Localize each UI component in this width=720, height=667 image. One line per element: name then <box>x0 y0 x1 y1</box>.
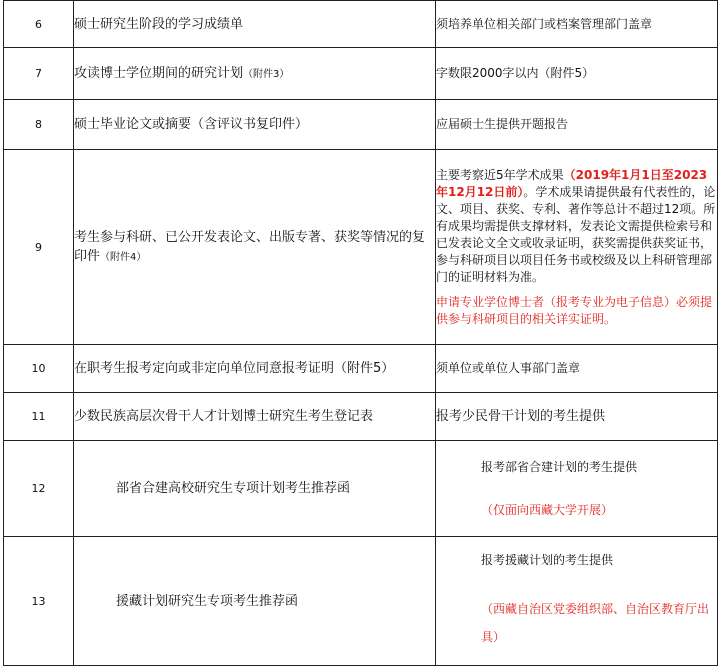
requirement-text: 主要考察近5年学术成果 <box>436 167 564 182</box>
material-item-text: 攻读博士学位期间的研究计划 <box>74 65 244 81</box>
material-requirement <box>436 537 718 666</box>
row-number: 7 <box>4 48 74 100</box>
material-item <box>74 150 436 345</box>
requirement-warning: （仅面向西藏大学开展） <box>481 502 614 517</box>
requirement-warning: （西藏自治区党委组织部、自治区教育厅出具） <box>481 601 710 644</box>
row-number: 11 <box>4 393 74 441</box>
row-number: 12 <box>4 441 74 537</box>
material-item: 援藏计划研究生专项考生推荐函 <box>74 537 436 666</box>
table-row <box>4 150 718 345</box>
material-requirement <box>436 441 718 537</box>
requirement-text: 报考部省合建计划的考生提供 <box>481 459 638 474</box>
row-number: 10 <box>4 345 74 393</box>
attachment-note: （附件3） <box>243 68 290 80</box>
date-range-highlight: （2019年1月1日至2023年12月12日前） <box>436 167 708 199</box>
material-requirement: 字数限2000字以内（附件5） <box>436 48 718 100</box>
row-number: 13 <box>4 537 74 666</box>
table-row <box>4 48 718 100</box>
attachment-note: （附件4） <box>100 251 147 263</box>
material-requirement: 应届硕士生提供开题报告 <box>436 100 718 150</box>
material-item: 部省合建高校研究生专项计划考生推荐函 <box>74 441 436 537</box>
table-row <box>4 1 718 48</box>
materials-table <box>3 0 718 666</box>
material-item: 硕士研究生阶段的学习成绩单 <box>74 1 436 48</box>
requirement-text: 报考援藏计划的考生提供 <box>481 552 614 567</box>
table-row <box>4 345 718 393</box>
table-row <box>4 537 718 666</box>
requirement-paragraph <box>436 167 717 286</box>
table-row <box>4 100 718 150</box>
material-item-text: 考生参与科研、已公开发表论文、出版专著、获奖等情况的复印件 <box>74 229 426 264</box>
material-requirement: 须单位或单位人事部门盖章 <box>436 345 718 393</box>
row-number: 8 <box>4 100 74 150</box>
material-item: 在职考生报考定向或非定向单位同意报考证明（附件5） <box>74 345 436 393</box>
table-row <box>4 441 718 537</box>
material-requirement: 报考少民骨干计划的考生提供 <box>436 393 718 441</box>
material-requirement: 须培养单位相关部门或档案管理部门盖章 <box>436 1 718 48</box>
material-requirement <box>436 150 718 345</box>
material-item: 硕士毕业论文或摘要（含评议书复印件） <box>74 100 436 150</box>
material-item: 少数民族高层次骨干人才计划博士研究生考生登记表 <box>74 393 436 441</box>
row-number: 6 <box>4 1 74 48</box>
requirement-text: 。学术成果请提供最有代表性的，论文、项目、获奖、专利、著作等总计不超过12项。所有成果均需提供支撑材料，发表论文需提供检索号和已发表论文全文或收录证明，获奖需提供获奖证书，参与科研项目以项目任务书或校级及以上科研管理部门的证明材料为准。 <box>436 184 716 284</box>
material-item <box>74 48 436 100</box>
row-number: 9 <box>4 150 74 345</box>
requirement-warning: 申请专业学位博士者（报考专业为电子信息）必须提供参与科研项目的相关详实证明。 <box>436 294 713 326</box>
table-row <box>4 393 718 441</box>
